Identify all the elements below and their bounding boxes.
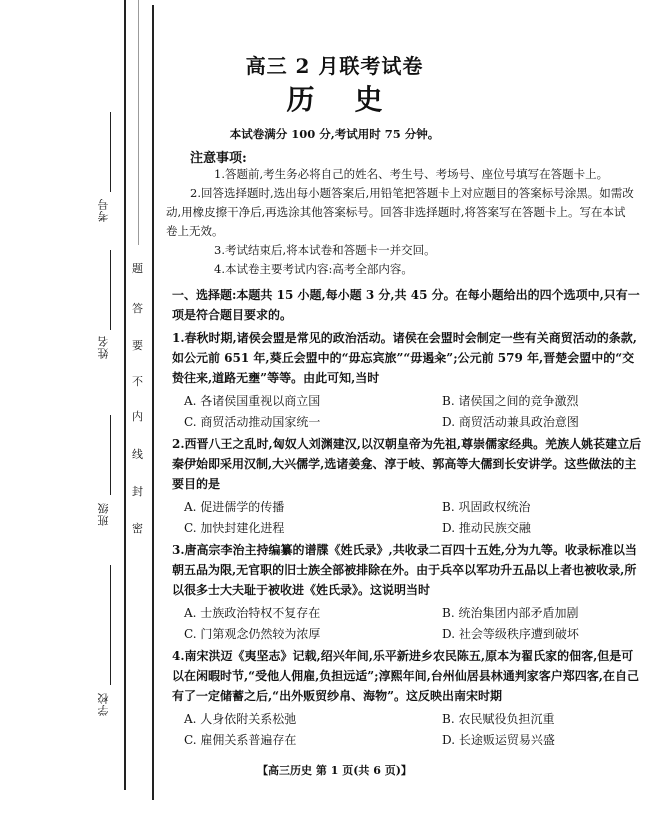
question-options — [184, 519, 634, 539]
seal-char: 密 — [132, 522, 143, 535]
binding-line-inner — [152, 5, 154, 800]
notice-item: 1.答题前,考生务必将自己的姓名、考生号、考场号、座位号填写在答题卡上。 — [214, 167, 609, 181]
option: A. 各诸侯国重视以商立国 — [184, 394, 321, 408]
option: B. 巩固政权统治 — [442, 500, 531, 514]
question-options — [184, 498, 634, 518]
seal-char: 要 — [132, 339, 143, 352]
blank-class — [110, 415, 111, 495]
exam-title: 高三 2 月联考试卷 — [245, 54, 424, 78]
seal-char: 线 — [132, 448, 143, 461]
notice-item: 4.本试卷主要考试内容:高考全部内容。 — [214, 262, 413, 276]
question-stem: 2.西晋八王之乱时,匈奴人刘渊建汉,以汉朝皇帝为先祖,尊崇儒家经典。羌族人姚苌建立后秦伊始即采用汉制,大兴儒学,选诸姜龛、淳于岐、郭高等大儒到长安讲学。这些做法的主要目的是 — [172, 437, 642, 491]
subject-title: 历史 — [286, 83, 423, 116]
option: D. 长途贩运贸易兴盛 — [442, 733, 555, 747]
margin-label-name: 姓名 — [97, 335, 110, 359]
notice-title: 注意事项: — [190, 151, 247, 166]
option: D. 社会等级秩序遭到破坏 — [442, 627, 579, 641]
option: C. 门第观念仍然较为浓厚 — [184, 627, 321, 641]
option: B. 诸侯国之间的竞争激烈 — [442, 394, 579, 408]
question-options — [184, 710, 634, 730]
notice-list — [166, 165, 635, 279]
margin-label-class: 班级 — [97, 502, 110, 526]
question-options — [184, 604, 634, 624]
option: B. 统治集团内部矛盾加剧 — [442, 606, 579, 620]
option: C. 加快封建化进程 — [184, 521, 285, 535]
question-stem: 1.春秋时期,诸侯会盟是常见的政治活动。诸侯在会盟时会制定一些有关商贸活动的条款,如公元前 651 年,葵丘会盟中的“毋忘宾旅”“毋遏籴”;公元前 579 年,晋楚会盟中的“交贽往来,道路无壅”等等。由此可知,当时 — [172, 331, 637, 385]
question-stem: 3.唐高宗李治主持编纂的谱牒《姓氏录》,共收录二百四十五姓,分为九等。收录标准以当朝五品为限,无官职的旧士族全部被排除在外。由于兵卒以军功升五品以上者也被收录,所以很多士大夫耻于被收进《姓氏录》。这说明当时 — [172, 543, 637, 597]
blank-exam-number — [110, 112, 111, 192]
notice-item: 2.回答选择题时,选出每小题答案后,用铅笔把答题卡上对应题目的答案标号涂黑。如需改动,用橡皮擦干净后,再选涂其他答案标号。回答非选择题时,将答案写在答题卡上。写在本试卷上无效。 — [166, 186, 634, 238]
seal-char: 内 — [132, 410, 143, 423]
option: B. 农民赋役负担沉重 — [442, 712, 555, 726]
binding-line-outer — [124, 0, 126, 790]
margin-label-school: 学校 — [97, 692, 110, 716]
seal-char: 题 — [132, 262, 143, 275]
option: C. 商贸活动推动国家统一 — [184, 415, 321, 429]
blank-school — [110, 565, 111, 685]
option: D. 推动民族交融 — [442, 521, 531, 535]
question-stem: 4.南宋洪迈《夷坚志》记载,绍兴年间,乐平新进乡农民陈五,原本为翟氏家的佃客,但是可以在闲暇时节,“受他人佣雇,负担远适”;淳熙年间,台州仙居县林通判家客户郑四客,在自己有了一定储蓄之后,“出外贩贸纱帛、海物”。这反映出南宋时期 — [172, 649, 639, 703]
seal-char: 答 — [132, 302, 143, 315]
option: D. 商贸活动兼具政治意图 — [442, 415, 579, 429]
seal-char: 封 — [132, 485, 143, 498]
question-options — [184, 625, 634, 645]
question-options — [184, 392, 634, 412]
margin-label-exam-number: 考号 — [97, 198, 110, 222]
option: A. 人身依附关系松弛 — [184, 712, 297, 726]
blank-name — [110, 250, 111, 330]
notice-item: 3.考试结束后,将本试卷和答题卡一并交回。 — [214, 243, 436, 257]
question-options — [184, 731, 634, 751]
page-footer: 【高三历史 第 1 页(共 6 页)】 — [257, 764, 412, 777]
section-heading: 一、选择题:本题共 15 小题,每小题 3 分,共 45 分。在每小题给出的四个选项中,只有一项是符合题目要求的。 — [172, 288, 640, 322]
exam-meta: 本试卷满分 100 分,考试用时 75 分钟。 — [229, 127, 440, 141]
option: A. 促进儒学的传播 — [184, 500, 285, 514]
question-options — [184, 413, 634, 433]
seal-char: 不 — [132, 375, 143, 388]
option: C. 雇佣关系普遍存在 — [184, 733, 297, 747]
binding-line-solid — [138, 0, 139, 245]
option: A. 士族政治特权不复存在 — [184, 606, 321, 620]
